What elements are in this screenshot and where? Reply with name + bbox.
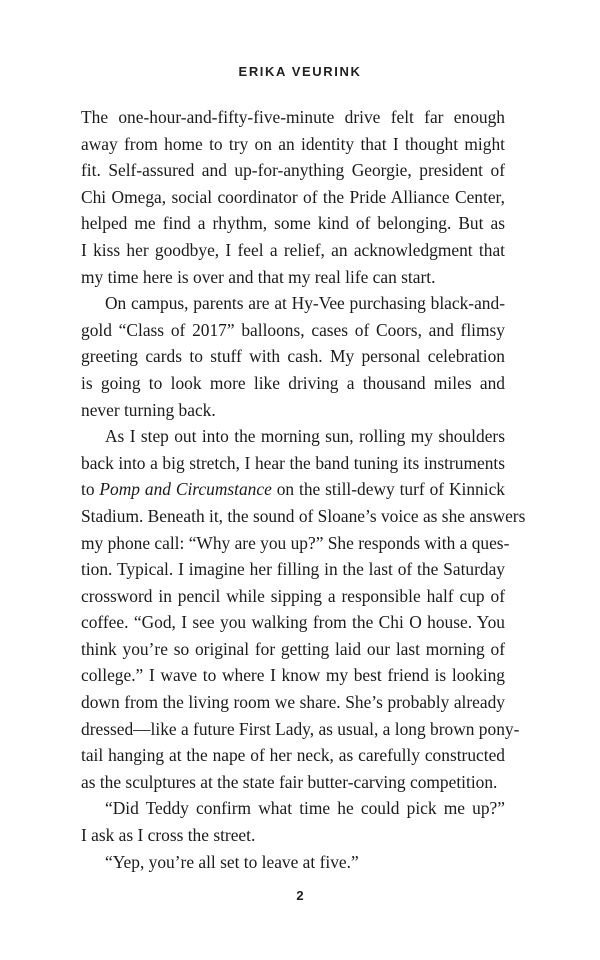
text-line: “Yep, you’re all set to leave at five.” bbox=[105, 851, 359, 872]
text-line: back into a big stretch, I hear the band tuning its instruments bbox=[81, 452, 505, 473]
text-line: crossword in pencil while sipping a responsible half cup of bbox=[81, 585, 505, 606]
text-line: Chi Omega, social coordinator of the Pride Alliance Center, bbox=[81, 186, 505, 207]
text-line: my phone call: “Why are you up?” She responds with a ques- bbox=[81, 532, 510, 553]
italic-title: Pomp and Circumstance bbox=[99, 479, 272, 500]
running-head: ERIKA VEURINK bbox=[238, 64, 362, 79]
text-line: Stadium. Beneath it, the sound of Sloane’s voice as she answers bbox=[81, 505, 526, 526]
text-line: think you’re so original for getting laid our last morning of bbox=[81, 638, 505, 659]
text-line: greeting cards to stuff with cash. My personal celebration bbox=[81, 346, 505, 367]
page-number: 2 bbox=[296, 888, 304, 903]
paragraph-5 bbox=[81, 849, 505, 876]
text-line: is going to look more like driving a thousand miles and bbox=[81, 372, 505, 393]
text-fragment: to bbox=[81, 479, 100, 500]
text-line: as the sculptures at the state fair butter-carving competition. bbox=[81, 771, 498, 792]
body-text bbox=[81, 104, 526, 875]
text-line bbox=[81, 476, 505, 503]
text-line: down from the living room we share. She’s probably already bbox=[81, 692, 505, 713]
text-line: dressed—like a future First Lady, as usual, a long brown pony- bbox=[81, 718, 520, 739]
text-line: tail hanging at the nape of her neck, as carefully constructed bbox=[81, 745, 505, 766]
text-line: away from home to try on an identity that I thought might bbox=[81, 133, 505, 154]
text-line: tion. Typical. I imagine her filling in the last of the Saturday bbox=[81, 559, 505, 580]
text-line: On campus, parents are at Hy-Vee purchasing black-and- bbox=[105, 293, 505, 314]
paragraph-3 bbox=[81, 423, 526, 795]
text-line: As I step out into the morning sun, rolling my shoulders bbox=[105, 426, 505, 447]
text-line: my time here is over and that my real life can start. bbox=[81, 266, 436, 287]
paragraph-1 bbox=[81, 104, 505, 290]
text-line: I ask as I cross the street. bbox=[81, 825, 256, 846]
paragraph-4 bbox=[81, 795, 505, 848]
text-line: fit. Self-assured and up-for-anything Georgie, president of bbox=[81, 160, 505, 181]
text-line: The one-hour-and-fifty-five-minute drive felt far enough bbox=[81, 107, 505, 127]
text-line: college.” I wave to where I know my best friend is looking bbox=[81, 665, 505, 686]
text-line: gold “Class of 2017” balloons, cases of Coors, and flimsy bbox=[81, 319, 505, 340]
text-line: never turning back. bbox=[81, 399, 216, 420]
text-line: coffee. “God, I see you walking from the Chi O house. You bbox=[81, 612, 505, 633]
text-line: helped me find a rhythm, some kind of belonging. But as bbox=[81, 213, 505, 234]
paragraph-2 bbox=[81, 290, 505, 423]
text-line: “Did Teddy confirm what time he could pick me up?” bbox=[105, 798, 505, 819]
text-line: I kiss her goodbye, I feel a relief, an acknowledgment that bbox=[81, 239, 505, 260]
text-fragment: on the still-dewy turf of Kinnick bbox=[271, 479, 505, 500]
